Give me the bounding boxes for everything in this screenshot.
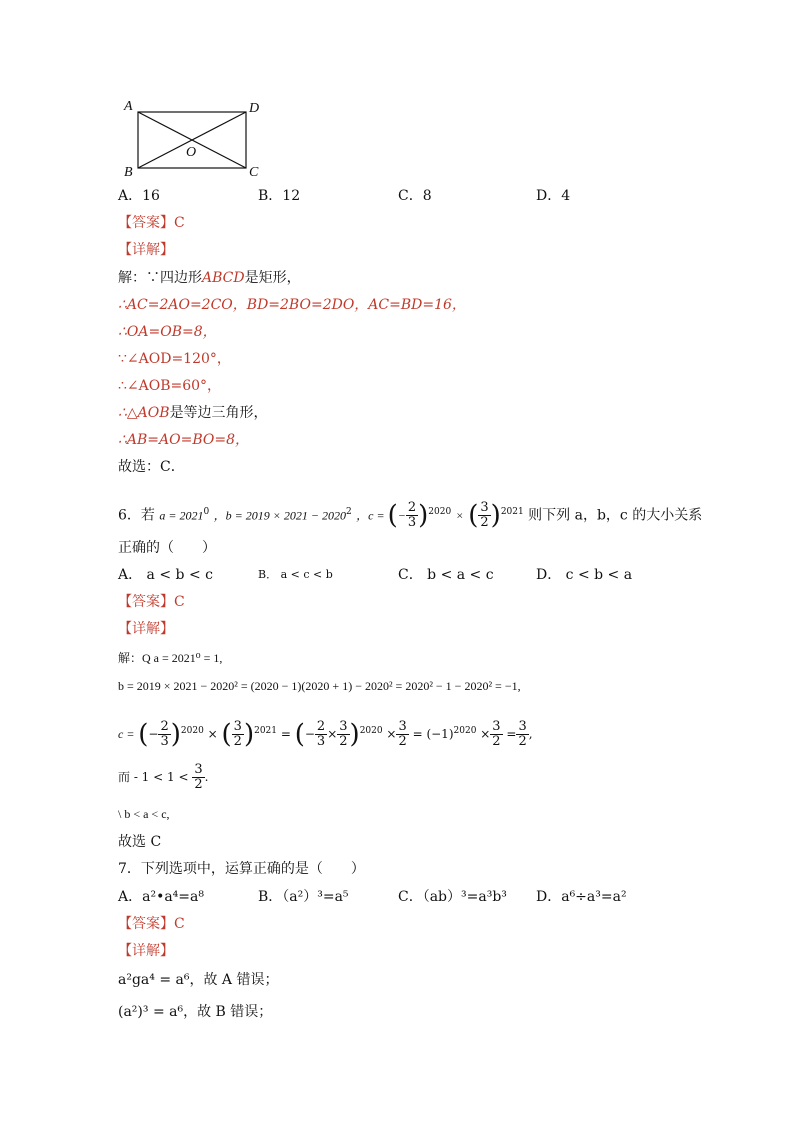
q5-option-b: B．12 <box>258 188 301 204</box>
q5-answer: 【答案】C <box>118 215 185 231</box>
q5-step-6: ∴△AOB是等边三角形， <box>118 405 268 421</box>
q6-stem: 6．若 $a = 2021^0$ ，$b = 2019 \times 2021 - 2020^2$ ，c = (− $\frac{2}{3}$ )$^{2020}$ × ( $\frac{3}{2}$ )$^{2021}$ 则下列 a，b，c 的大小关系 <box>118 500 703 531</box>
q7-option-c: C．（ab）³=a³b³ <box>398 889 507 905</box>
q6-answer: 【答案】C <box>118 594 185 610</box>
q7-detail-tag: 【详解】 <box>118 943 174 959</box>
q6-option-c: C． b < a < c <box>398 567 494 583</box>
q7-option-d: D．a⁶÷a³=a² <box>536 889 627 905</box>
q5-step-1: 解：∵四边形ABCD是矩形， <box>118 270 301 286</box>
q5-step-7: ∴AB=AO=BO=8， <box>118 432 250 448</box>
q6-option-a: A． a < b < c <box>118 567 213 583</box>
q6-detail-tag: 【详解】 <box>118 621 174 637</box>
label-B: B <box>124 165 133 180</box>
q5-step-4: ∵∠AOD=120°， <box>118 351 231 367</box>
q6-sol-1: 解：Q a = 2021⁰ = 1, <box>118 651 223 665</box>
q7-option-a: A．a²•a⁴=a⁸ <box>118 889 204 905</box>
q6-sol-2: b = 2019 × 2021 − 2020² = (2020 − 1)(2020 + 1) − 2020² = 2020² − 1 − 2020² = −1, <box>118 679 521 693</box>
q6-sol-3: c = (− $\frac{2}{3}$ )$^{2020}$ × ( $\frac{3}{2}$ )$^{2021}$ = (− $\frac{2}{3}$ × $\frac{3}{2}$ )$^{2020}$ × $\frac{3}{2}$ = $(-1)^{2020}$ × $\frac{3}{2}$ = $\frac{3}{2}$ , <box>118 719 533 750</box>
q7-stem: 7．下列选项中，运算正确的是（ ） <box>118 861 365 877</box>
q5-option-a: A．16 <box>118 188 160 204</box>
q7-detail-line-1: a²ga⁴ = a⁶，故 A 错误； <box>118 972 279 988</box>
rectangle-figure <box>118 94 268 180</box>
q5-conclusion: 故选：C． <box>118 459 185 475</box>
q5-step-5: ∴∠AOB=60°， <box>118 378 222 394</box>
q7-answer: 【答案】C <box>118 916 185 932</box>
q6-stem-line2: 正确的（ ） <box>118 540 216 556</box>
q7-option-b: B．（a²）³=a⁵ <box>258 889 349 905</box>
q6-sol-5: \ b < a < c, <box>118 807 170 821</box>
q6-sol-4: 而 - 1 < 1 < $\frac{3}{2}$ . <box>118 762 209 792</box>
label-D: D <box>249 101 260 116</box>
q5-option-d: D．4 <box>536 188 571 204</box>
q5-step-3: ∴OA=OB=8， <box>118 324 217 340</box>
label-A: A <box>124 99 133 114</box>
q6-option-b: B． a < c < b <box>258 568 333 581</box>
q6-option-d: D． c < b < a <box>536 567 633 583</box>
q5-option-c: C．8 <box>398 188 432 204</box>
label-O: O <box>186 145 197 160</box>
q5-detail-tag: 【详解】 <box>118 242 174 258</box>
q6-conclusion: 故选 C <box>118 834 162 850</box>
q5-step-2: ∴AC=2AO=2CO，BD=2BO=2DO，AC=BD=16， <box>118 297 466 313</box>
label-C: C <box>249 165 259 180</box>
q7-detail-line-2: (a²)³ = a⁶，故 B 错误； <box>118 1004 273 1020</box>
